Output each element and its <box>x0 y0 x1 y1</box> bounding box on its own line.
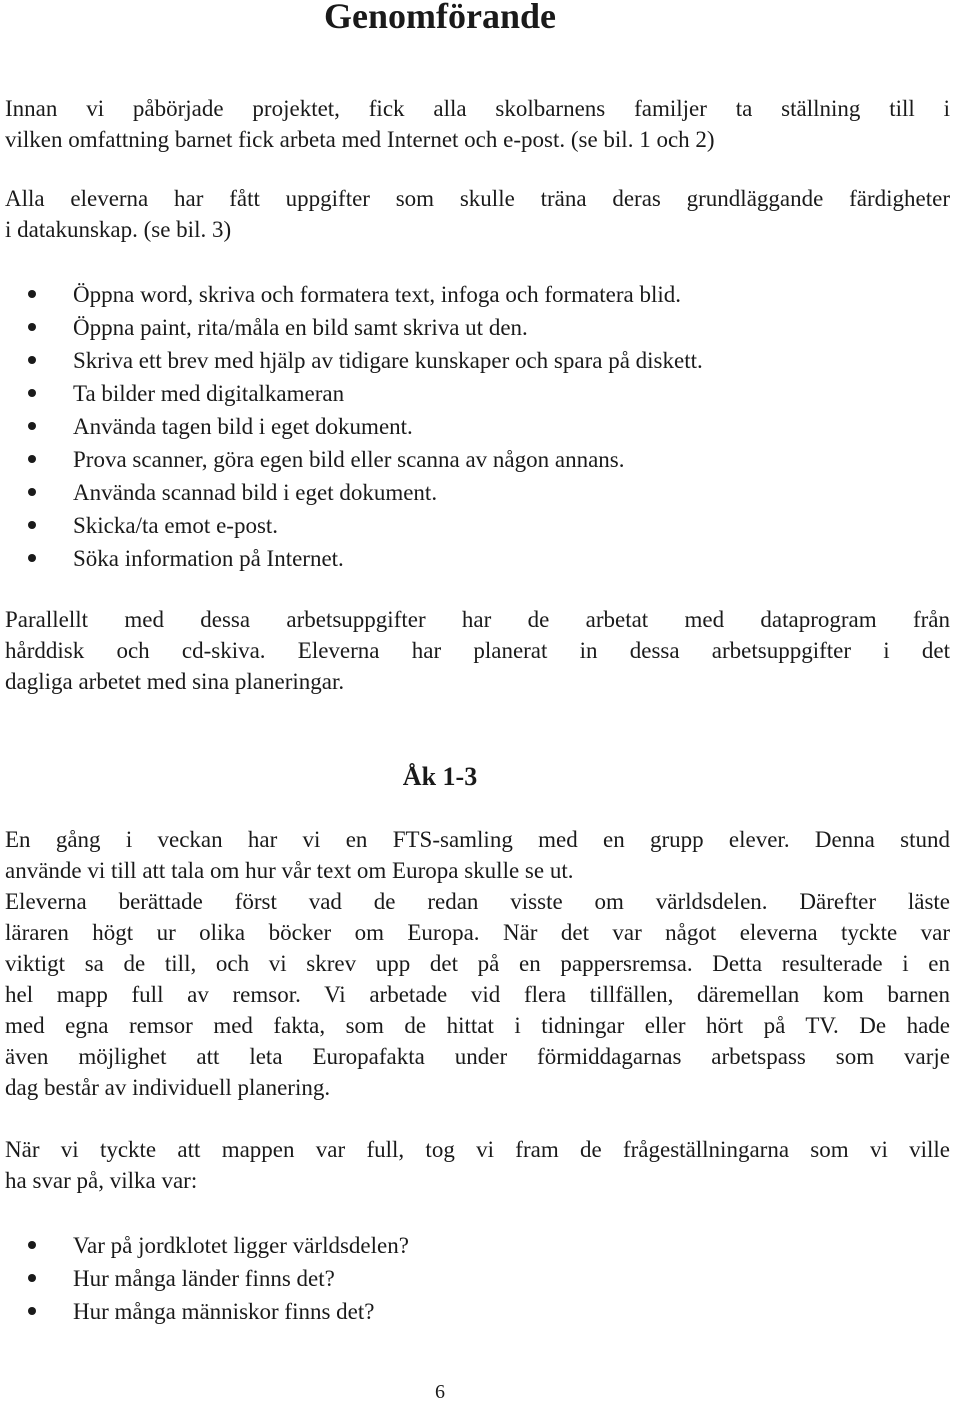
bullet-icon <box>28 1274 36 1282</box>
bullet-icon <box>28 422 36 430</box>
list-item <box>28 344 703 377</box>
paragraph-line: hårddisk och cd-skiva. Eleverna har planerat in dessa arbetsuppgifter i det <box>5 638 950 663</box>
intro-paragraph <box>5 93 950 155</box>
paragraph-line: läraren högt ur olika böcker om Europa. När det var något eleverna tyckte var <box>5 920 950 945</box>
bullet-icon <box>28 323 36 331</box>
paragraph-line: i datakunskap. (se bil. 3) <box>5 217 232 242</box>
paragraph-line: Parallellt med dessa arbetsuppgifter har de arbetat med dataprogram från <box>5 607 950 632</box>
list-item <box>28 278 703 311</box>
list-item-text: Skriva ett brev med hjälp av tidigare kunskaper och spara på diskett. <box>73 348 703 373</box>
paragraph-line: vilken omfattning barnet fick arbeta med Internet och e-post. (se bil. 1 och 2) <box>5 127 715 152</box>
list-item-text: Skicka/ta emot e-post. <box>73 513 279 538</box>
list-item <box>28 377 703 410</box>
paragraph-line: När vi tyckte att mappen var full, tog vi fram de frågeställningarna som vi ville <box>5 1137 950 1162</box>
list-item-text: Var på jordklotet ligger världsdelen? <box>73 1233 409 1258</box>
list-item-text: Öppna word, skriva och formatera text, infoga och formatera blid. <box>73 282 682 307</box>
paragraph-line: dagliga arbetet med sina planeringar. <box>5 669 345 694</box>
list-item-text: Ta bilder med digitalkameran <box>73 381 345 406</box>
page-title: Genomförande <box>324 0 556 36</box>
list-item <box>28 1262 409 1295</box>
paragraph-line: dag består av individuell planering. <box>5 1075 331 1100</box>
bullet-icon <box>28 488 36 496</box>
bullet-icon <box>28 1241 36 1249</box>
paragraph-line: ha svar på, vilka var: <box>5 1168 198 1193</box>
tasks-intro-paragraph <box>5 183 950 245</box>
list-item <box>28 1229 409 1262</box>
list-item-text: Söka information på Internet. <box>73 546 344 571</box>
questions-list <box>28 1229 409 1328</box>
list-item-text: Hur många människor finns det? <box>73 1299 375 1324</box>
list-item <box>28 1295 409 1328</box>
bullet-icon <box>28 1307 36 1315</box>
list-item <box>28 542 703 575</box>
parallel-paragraph <box>5 604 950 697</box>
bullet-icon <box>28 356 36 364</box>
bullet-icon <box>28 290 36 298</box>
paragraph-line: även möjlighet att leta Europafakta under förmiddagarnas arbetspass som varje <box>5 1044 950 1069</box>
list-item <box>28 443 703 476</box>
list-item <box>28 311 703 344</box>
paragraph-line: Alla eleverna har fått uppgifter som skulle träna deras grundläggande färdigheter <box>5 186 950 211</box>
list-item-text: Använda scannad bild i eget dokument. <box>73 480 438 505</box>
list-item-text: Använda tagen bild i eget dokument. <box>73 414 413 439</box>
bullet-icon <box>28 521 36 529</box>
list-item-text: Öppna paint, rita/måla en bild samt skriva ut den. <box>73 315 528 340</box>
weekly-paragraph <box>5 824 950 1103</box>
paragraph-line: med egna remsor med fakta, som de hittat i tidningar eller hört på TV. De hade <box>5 1013 950 1038</box>
bullet-icon <box>28 455 36 463</box>
paragraph-line: En gång i veckan har vi en FTS-samling med en grupp elever. Denna stund <box>5 827 950 852</box>
paragraph-line: Innan vi påbörjade projektet, fick alla skolbarnens familjer ta ställning till i <box>5 96 950 121</box>
paragraph-line: viktigt sa de till, och vi skrev upp det på en pappersremsa. Detta resulterade i en <box>5 951 950 976</box>
bullet-icon <box>28 389 36 397</box>
section-heading: Åk 1-3 <box>402 762 478 791</box>
paragraph-line: hel mapp full av remsor. Vi arbetade vid flera tillfällen, däremellan kom barnen <box>5 982 950 1007</box>
paragraph-line: Eleverna berättade först vad de redan visste om världsdelen. Därefter läste <box>5 889 950 914</box>
questions-intro-paragraph <box>5 1134 950 1196</box>
list-item <box>28 410 703 443</box>
tasks-list <box>28 278 703 575</box>
paragraph-line: använde vi till att tala om hur vår text om Europa skulle se ut. <box>5 858 574 883</box>
bullet-icon <box>28 554 36 562</box>
list-item-text: Hur många länder finns det? <box>73 1266 335 1291</box>
page-number: 6 <box>435 1381 445 1403</box>
list-item-text: Prova scanner, göra egen bild eller scanna av någon annans. <box>73 447 625 472</box>
list-item <box>28 476 703 509</box>
list-item <box>28 509 703 542</box>
